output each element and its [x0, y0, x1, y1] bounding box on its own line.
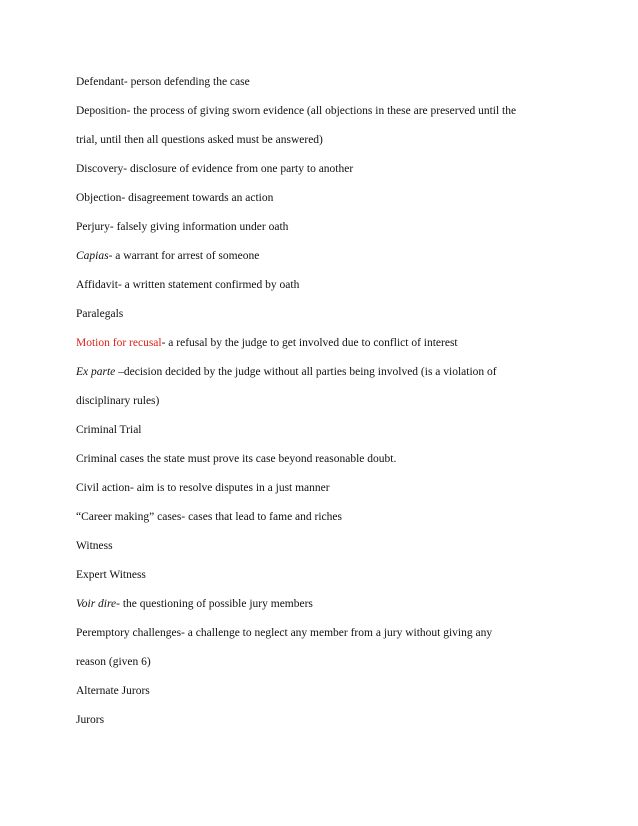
definition-defendant: person defending the case — [127, 76, 250, 88]
line-motion-for-recusal — [76, 336, 606, 350]
term-objection: Objection- — [76, 192, 126, 204]
term-capias: Capias — [76, 250, 109, 262]
definition-peremptory-challenges: a challenge to neglect any member from a jury without giving any — [184, 627, 493, 639]
definition-deposition-continued: trial, until then all questions asked must be answered) — [76, 134, 323, 146]
definition-objection: disagreement towards an action — [125, 192, 274, 204]
term-expert-witness: Expert Witness — [76, 569, 146, 581]
term-ex-parte: Ex parte — [76, 366, 116, 378]
line-civil-action — [76, 481, 606, 495]
line-affidavit — [76, 278, 606, 292]
term-motion-for-recusal: Motion for recusal — [76, 337, 162, 349]
line-paralegals — [76, 307, 606, 321]
definition-perjury: falsely giving information under oath — [113, 221, 289, 233]
line-deposition — [76, 104, 606, 118]
line-perjury — [76, 220, 606, 234]
line-peremptory-continued — [76, 655, 606, 669]
text-criminal-cases: Criminal cases the state must prove its case beyond reasonable doubt. — [76, 453, 397, 465]
definition-ex-parte-continued: disciplinary rules) — [76, 395, 160, 407]
term-paralegals: Paralegals — [76, 308, 124, 320]
definition-ex-parte: –decision decided by the judge without all parties being involved (is a violation of — [115, 366, 497, 378]
line-peremptory-challenges — [76, 626, 606, 640]
line-witness — [76, 539, 606, 553]
term-affidavit: Affidavit- — [76, 279, 122, 291]
term-peremptory-challenges: Peremptory challenges- — [76, 627, 185, 639]
line-defendant — [76, 75, 606, 89]
line-ex-parte — [76, 365, 606, 379]
definition-affidavit: a written statement confirmed by oath — [121, 279, 300, 291]
definition-motion-for-recusal: - a refusal by the judge to get involved due to conflict of interest — [161, 337, 458, 349]
definition-civil-action: aim is to resolve disputes in a just manner — [133, 482, 330, 494]
term-civil-action: Civil action- — [76, 482, 134, 494]
line-objection — [76, 191, 606, 205]
term-alternate-jurors: Alternate Jurors — [76, 685, 150, 697]
term-deposition: Deposition- — [76, 105, 131, 117]
line-jurors — [76, 713, 606, 727]
line-voir-dire — [76, 597, 606, 611]
definition-voir-dire: - the questioning of possible jury members — [116, 598, 313, 610]
line-capias — [76, 249, 606, 263]
definition-career-making: cases- cases that lead to fame and riches — [154, 511, 342, 523]
term-defendant: Defendant- — [76, 76, 128, 88]
term-perjury: Perjury- — [76, 221, 114, 233]
term-witness: Witness — [76, 540, 113, 552]
term-voir-dire: Voir dire — [76, 598, 117, 610]
line-criminal-cases — [76, 452, 606, 466]
line-criminal-trial — [76, 423, 606, 437]
term-jurors: Jurors — [76, 714, 105, 726]
line-career-making — [76, 510, 606, 524]
term-career-making: “Career making” — [76, 511, 155, 523]
term-criminal-trial: Criminal Trial — [76, 424, 142, 436]
term-discovery: Discovery- — [76, 163, 128, 175]
definition-capias: - a warrant for arrest of someone — [108, 250, 260, 262]
line-discovery — [76, 162, 606, 176]
line-alternate-jurors — [76, 684, 606, 698]
line-expert-witness — [76, 568, 606, 582]
definition-discovery: disclosure of evidence from one party to another — [127, 163, 354, 175]
line-ex-parte-continued — [76, 394, 606, 408]
definition-deposition: the process of giving sworn evidence (all objections in these are preserved until the — [130, 105, 517, 117]
definition-peremptory-continued: reason (given 6) — [76, 656, 151, 668]
line-deposition-continued — [76, 133, 606, 147]
